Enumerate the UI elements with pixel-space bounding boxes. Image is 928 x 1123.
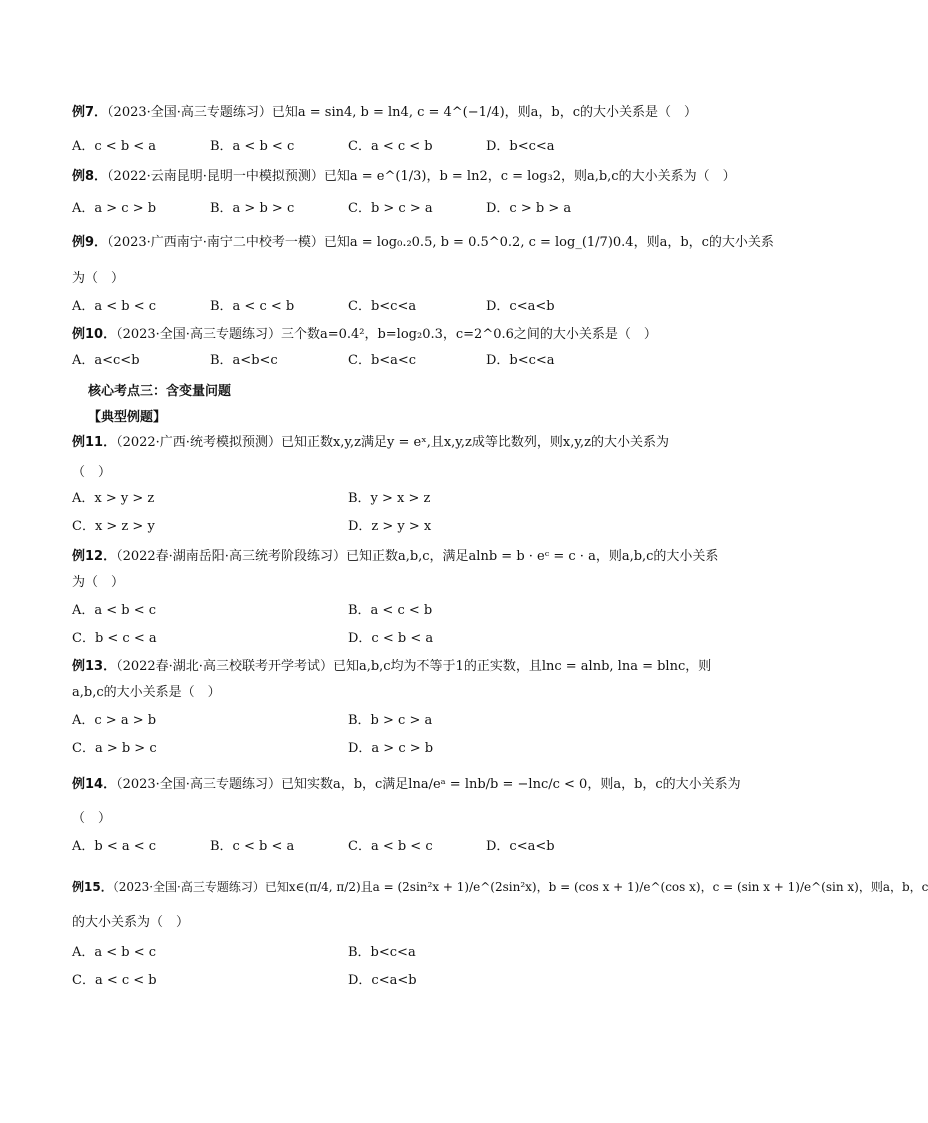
question-7-option-d: D．b<c<a xyxy=(486,139,555,154)
question-14-option-b: B．c < b < a xyxy=(210,839,295,854)
question-7 xyxy=(72,104,697,122)
question-9-label: 例9． xyxy=(72,235,108,250)
question-14 xyxy=(72,776,741,794)
question-12-continuation: 为（ ） xyxy=(72,575,125,590)
question-15-text: （2023·全国·高三专题练习）已知x∈(π/4, π/2)且a = (2sin²x + 1)/e^(2sin²x)，b = (cos x + 1)/e^(cos x)，c = (sin x + 1)/e^(sin x)，则a，b，c xyxy=(112,880,928,894)
question-8-option-c: C．b > c > a xyxy=(348,201,433,216)
question-13-option-d: D．a > c > b xyxy=(348,741,434,756)
question-10-option-a: A．a<c<b xyxy=(72,353,140,368)
question-13-label: 例13． xyxy=(72,659,117,674)
question-12-text: （2022春·湖南岳阳·高三统考阶段练习）已知正数a,b,c，满足alnb = b · eᶜ = c · a，则a,b,c的大小关系 xyxy=(116,549,719,564)
question-13-continuation: a,b,c的大小关系是（ ） xyxy=(72,685,221,700)
question-9-continuation: 为（ ） xyxy=(72,271,125,286)
question-8 xyxy=(72,168,736,186)
question-14-option-a: A．b < a < c xyxy=(72,839,157,854)
question-8-text: （2022·云南昆明·昆明一中模拟预测）已知a = e^(1/3)，b = ln2，c = log₃2，则a,b,c的大小关系为（ ） xyxy=(107,169,736,184)
question-9-text: （2023·广西南宁·南宁二中校考一模）已知a = log₀.₂0.5, b = 0.5^0.2, c = log_(1/7)0.4，则a，b，c的大小关系 xyxy=(107,235,774,250)
question-15-label: 例15． xyxy=(72,880,113,894)
question-11 xyxy=(72,434,669,452)
question-12 xyxy=(72,548,718,566)
question-9-option-a: A．a < b < c xyxy=(72,299,157,314)
question-11-option-d: D．z > y > x xyxy=(348,519,432,534)
question-7-option-c: C．a < c < b xyxy=(348,139,433,154)
question-9-option-d: D．c<a<b xyxy=(486,299,555,314)
question-14-continuation: （ ） xyxy=(72,811,112,826)
question-13-text: （2022春·湖北·高三校联考开学考试）已知a,b,c均为不等于1的正实数，且lnc = alnb, lna = blnc，则 xyxy=(116,659,712,674)
question-10-label: 例10． xyxy=(72,327,117,342)
question-10-option-b: B．a<b<c xyxy=(210,353,278,368)
question-15-option-b: B．b<c<a xyxy=(348,945,416,960)
question-12-option-b: B．a < c < b xyxy=(348,603,433,618)
question-15-option-a: A．a < b < c xyxy=(72,945,157,960)
question-8-label: 例8． xyxy=(72,169,108,184)
question-14-text: （2023·全国·高三专题练习）已知实数a，b，c满足lna/eᵃ = lnb/b = −lnc/c < 0，则a，b，c的大小关系为 xyxy=(116,777,741,792)
question-10 xyxy=(72,326,657,344)
question-11-label: 例11． xyxy=(72,435,117,450)
question-15-option-c: C．a < c < b xyxy=(72,973,157,988)
question-11-text: （2022·广西·统考模拟预测）已知正数x,y,z满足y = eˣ,且x,y,z成等比数列，则x,y,z的大小关系为 xyxy=(116,435,669,450)
question-11-option-a: A．x > y > z xyxy=(72,491,155,506)
question-10-option-d: D．b<c<a xyxy=(486,353,555,368)
question-13 xyxy=(72,658,711,676)
question-12-label: 例12． xyxy=(72,549,117,564)
question-8-option-a: A．a > c > b xyxy=(72,201,157,216)
question-13-option-a: A．c > a > b xyxy=(72,713,157,728)
question-10-text: （2023·全国·高三专题练习）三个数a=0.4²，b=log₂0.3，c=2^0.6之间的大小关系是（ ） xyxy=(116,327,657,342)
question-8-option-d: D．c > b > a xyxy=(486,201,572,216)
section-heading: 核心考点三：含变量问题 xyxy=(88,384,232,399)
question-14-option-d: D．c<a<b xyxy=(486,839,555,854)
question-9-option-c: C．b<c<a xyxy=(348,299,417,314)
question-14-label: 例14． xyxy=(72,777,117,792)
question-9-option-b: B．a < c < b xyxy=(210,299,295,314)
question-12-option-d: D．c < b < a xyxy=(348,631,434,646)
question-11-option-b: B．y > x > z xyxy=(348,491,431,506)
question-12-option-c: C．b < c < a xyxy=(72,631,157,646)
question-9 xyxy=(72,234,774,252)
question-11-option-c: C．x > z > y xyxy=(72,519,155,534)
question-7-label: 例7． xyxy=(72,105,108,120)
question-13-option-b: B．b > c > a xyxy=(348,713,433,728)
question-12-option-a: A．a < b < c xyxy=(72,603,157,618)
question-7-option-b: B．a < b < c xyxy=(210,139,295,154)
question-7-option-a: A．c < b < a xyxy=(72,139,157,154)
question-13-option-c: C．a > b > c xyxy=(72,741,157,756)
question-10-option-c: C．b<a<c xyxy=(348,353,417,368)
subsection-heading: 【典型例题】 xyxy=(88,410,167,425)
question-15-continuation: 的大小关系为（ ） xyxy=(72,915,190,930)
question-15 xyxy=(72,878,928,896)
question-15-option-d: D．c<a<b xyxy=(348,973,417,988)
question-8-option-b: B．a > b > c xyxy=(210,201,295,216)
question-11-continuation: （ ） xyxy=(72,465,112,480)
question-7-text: （2023·全国·高三专题练习）已知a = sin4, b = ln4, c = 4^(−1/4)，则a，b，c的大小关系是（ ） xyxy=(107,105,697,120)
question-14-option-c: C．a < b < c xyxy=(348,839,433,854)
